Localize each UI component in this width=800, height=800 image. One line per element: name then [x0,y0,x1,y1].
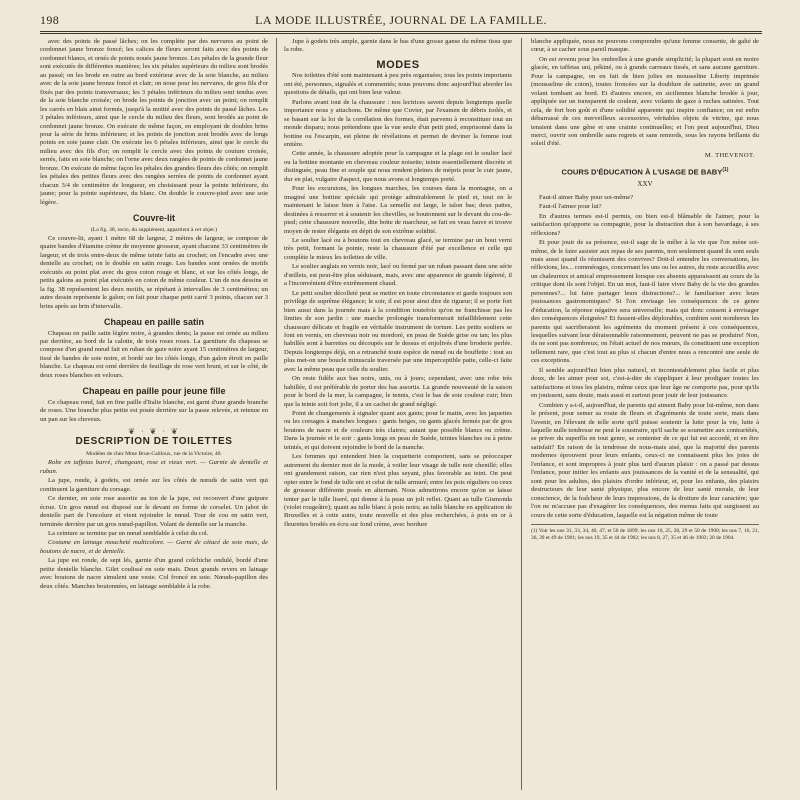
paragraph: Le soulier lacé ou à boutons tout en chevreau glacé, se termine par un bout verni très petit, formant la pointe, reste la chaussure d'été par excellence et celle qui complète le mieux les toilettes de ville. [284,236,512,261]
column-divider [276,38,277,790]
paragraph: Le petit soulier décolleté peut se mettre en toute circonstance et garde toujours son privilège de suprême élégance; le soir, il est pour ainsi dire de rigueur; il se porte fort bien aussi dans la journée mais à la condition toutefois qu'on ne franchisse pas les limites de son jardin : une marche prolongée transformerait infailliblement cette chaussure délicate et fragile en véritable instrument de torture. Les petits souliers se font en vernis, en chevreau noir ou mordoré, en peau de Suède grise ou tan; les plus habillés sont à barrettes ou découpés sur le dessus et enjolivés d'une broderie perlée. Depuis longtemps déjà, on a retranché toute espèce de nœud ou de bouffette : tout au plus met-on une boucle minuscule traversée par une imperceptible patte, celle-ci faite avec la même peau que celle du soulier. [284,289,512,373]
section-subnote: (La fig. 38, recto, du supplément, appartient à cet objet.) [90,226,218,233]
column-left [40,38,268,790]
chapter-number: XXV [637,180,653,189]
page-header [40,13,762,29]
paragraph: Il semble aujourd'hui bien plus naturel, et incontestablement plus facile et plus doux, de les aimer pour soi, c'est-à-dire de s'appliquer à leur prodiguer toutes les satisfactions et tous les plaisirs, même ceux que leur âge ne comporte pas, pour qu'ils en jouissent, sans doute, mais aussi et surtout pour jouir de leur jouissance. [531,366,759,400]
section-subnote: Modèles de chez Mme Brun-Cailloux, rue de la Victoire, 40. [86,450,222,457]
header-rule-double [40,33,762,34]
ornament-divider: ❦ · ❦ · ❦ [128,427,180,437]
section-heading-cours-education [531,166,759,177]
paragraph: Ce couvre-lit, ayant 1 mètre 68 de largeur, 2 mètres de largeur, se compose de quatre bandes d'étamine crème de moyenne grosseur, ayant chacune 33 centimètres de largeur, et de trois entre-deux de même teinte faits au crochet; on l'encadre avec une dentelle au crochet; on le double en satin rouge. Les bandes sont ornées de motifs exécutés au point plat avec du gros coton rouge et blanc, et sur les côtés longs, de petits galons au point plat exécutés en coton de même couleur. L'un de nos dessins et la fig. 38 représentent les deux motifs, se répétant à intervalles de 3 centimètres; un autre dessin représente le galon; on fait pour chaque petit carré 3 points, chacun sur 3 brins après un brin d'intervalle. [40,234,268,310]
paragraph: Le soulier anglais en vernis noir, lacé ou fermé par un ruban passant dans une série d'œillets, est peut-être plus séduisant, mais, avec une apparence de grande légèreté, il a l'inconvénient d'être extrêmement chaud. [284,263,512,288]
paragraph: Combien y a-t-il, aujourd'hui, de parents qui aiment Baby pour lui-même, non dans le présent, pour semer sa route de fleurs et d'agréments de toute sorte, mais dans l'avenir, en l'élevant de telle sorte qu'il puisse soutenir la lutte pour la vie, lutte à laquelle nulle tendresse ne peut le soustraire, qu'il sache se soumettre aux contrariétés, se priver du superflu en tout genre, se contenter de ce qui lui est accordé, et en être satisfait? En raison de la tendresse de nous-mais aisé, que la majorité des parents modernes éprouvent pour leurs enfants, ceux-ci ne connaissent plus les joies de l'enfance, et sont impropres à jouir plus tard d'aucun plaisir : on a passé par dessus l'enfance, pour initier les enfants aux jouissances de la vanité et de la sensualité, qui sont pour les adultes, des plaisirs d'ordre inférieur, et, pour les enfants, des plaisirs destructeurs de leur santé physique, plus encore de leur santé morale, de leur conscience, de la fraîcheur de leurs impressions, de la droiture de leur caractère; que l'on ne m'accuse pas d'exagérer les conséquences, des menus faits qui surgissent au cours de cette sorte d'éducation, laquelle est la négation même de toute [531,401,759,519]
author-signature: M. THEVENOT. [704,151,755,159]
paragraph: On est revenu pour les ombrelles à une grande simplicité; la plupart sont en moire glacée, en taffetas uni, pékiné, ou à grands carreaux tissés, et sans aucune garniture. Pour la campagne, on en fait de bien jolies en mousseline Liberty imprimée (mousseline de coton), toutes froncées sur la doublure de satinette, avec un grand volant tombant au bord. Et d'autres encore, en siciliennes blanche brodée à jour, appliquée sur un transparent de couleur, avec volants de gaze à ruches satinées. Tout cela, de fort bon goût et d'une solidité apparente qui inspire confiance; on est enfin débarrassé de ces merveilleux accessoires, véritables objets de vitrine, qui nous tenaient dans une gêne et une crainte continuelles; et l'on peut aujourd'hui, Dieu merci, ouvrir son ombrelle sans regrets et sans remords, sous les rayons brillants du soleil d'été. [531,55,759,148]
journal-title: LA MODE ILLUSTRÉE, JOURNAL DE LA FAMILLE. [255,13,547,27]
paragraph: blanche appliquée, nous ne pouvons comprendre qu'une femme consente, de gaîté de cœur, à se cacher sous pareil masque. [531,38,759,54]
section-heading-couvre-lit: Couvre-lit [132,213,175,224]
paragraph: La jupe, ronde, à godets, est ornée sur les côtés de nœuds de satin vert qui continuent la garniture du corsage. [40,477,268,493]
paragraph: Et pour jouir de sa présence, est-il sage de le mêler à la vie que l'on mène soi-même, de le faire assister aux repas de ses parents, non seulement quand ils sont seuls mais aussi quand ils réunissent des convives? Doit-il entendre les conversations, les réflexions, les... commérages, concernant les uns ou les autres, du reste accueillis avec un chaleureux et amical empressement lorsque ces absents apparaissent au cours de la critique dont ils sont l'objet. En un mot, faut-il faire vivre Baby de la vie des grandes personnes?... lui faire partager leurs distractions?... le familiariser avec leurs jouissances gastronomiques? Si l'on envisage les conséquences de ce genre d'éducation, la réponse négative sera universelle; mais qui donc consent à envisager des conséquences éloignées? Et fussent-elles déplorables, combien sont nombreux les parents qui sacrifieraient les agréments du moment présent à ces conséquences, lesquelles suivant leur déraisonnable raisonnement, peuvent ne pas se produire! Non, ils ne sont pas nombreux; on l'était actuel de nos mœurs, ils constituent une exception tellement rare, que c'est tout au plus si chacun d'entre nous a rencontré une seule de ces exceptions. [531,239,759,365]
section-heading-chapeau-satin: Chapeau en paille satin [103,317,205,328]
section-heading-modes: MODES [376,58,420,71]
paragraph: Cette année, la chaussure adoptée pour la campagne et la plage est le soulier lacé ou la bottine montante en chevreau couleur noisette; teinte essentiellement discrète et distinguée, peau fine et souple qui nous rendent pleines de mépris pour le cuir jaune, dur en plat, vulgaire d'aspect, que nous avons si longtemps porté. [284,150,512,183]
paragraph: En d'autres termes est-il permis, ou bien est-il blâmable de l'aimer, pour la satisfaction qu'apporte sa compagnie, pour la distraction due à son bavardage, à ses réflexions? [531,212,759,237]
paragraph: Pour les excursions, les longues marches, les courses dans la montagne, on a imaginé une bottine spéciale qui protège admirablement le pied et, tout en le maintenant le laisse bien à l'aise. La semelle est large, le talon bas; deux pattes, destinées à resserrer et à soutenir les chevilles, se boutonnent sur le devant du cou-de-pied; cette chaussure nouvelle, dite botte de marcheur, se fait en veau fauve et trouve moyen de rester élégante en dépit de son extrême solidité. [284,185,512,235]
section-heading-toilettes: DESCRIPTION DE TOILETTES [75,436,233,448]
paragraph: La ceinture se termine par un nœud semblable à celui du col. [48,530,209,538]
page-number: 198 [40,13,60,27]
paragraph: Ce dernier, en soie rose assortie au ton de la jupe, est recouvert d'une guipure écrue. Un gros nœud est disposé sur le devant en forme de corselet. Un jabot de dentelle part de l'encolure et vient rejoindre le nœud. Tour de cou en satin vert, terminée derrière par un gros nœud-papillon. Volant de dentelle sur la manche. [40,495,268,528]
paragraph: Point de changements à signaler quant aux gants; pour le matin, avec les jaquettes ou les corsages à manches longues : gants beiges, ou gants glacés fermés par de gros boutons de nacre et de couleurs très claires; autant que possible blancs ou crème. Dans la journée et le soir : gants longs en peau de Suède, teintes blanches ou à peine teintés, et qui doivent rejoindre le bord de la manche. [284,410,512,451]
section-heading-chapeau-jeune-fille: Chapeau en paille pour jeune fille [82,386,226,397]
paragraph: Costume en lainage moucheté multicolore. — Garni de cétacé de soie mais, de boutons de nacre, et de dentelle. [40,539,268,555]
paragraph: Robe en taffetas barré, changeant, rose et vieux vert. — Garnie de dentelle et ruban. [40,459,268,475]
paragraph: Parlons avant tout de la chaussure : nos lectrices savent depuis longtemps quelle importance nous y attachons. De même que Cuvier, par l'examen de débris isolés, et se basant sur la loi de la corrélation des formes, était parvenu à reconstituer tout un monde disparu; nous prétendons que la vue seule d'un petit pied, emprisonné dans la bottine ou l'escarpin, est pleine de révélations et permet de deviner la femme tout entière. [284,98,512,148]
paragraph: Chapeau en paille satin légère noire, à grandes dents; la passe est ornée au milieu par derrière, au bord de la calotte, de trois roses roses. La garniture du chapeau se compose d'un grand nœud fait en ruban de gaze noire ayant 15 centimètres de largeur, tissé de bandes de soie noire, et bordé sur les côtés longs, d'un galon étroit en paille blanche. Le chapeau est orné derrière de feuillage de rose vert bruni, et sur le côté, de deux roses blanches en velours. [40,329,268,379]
paragraph: Nos toilettes d'été sont maintenant à peu près organisées; tous les points importants ont été, personnes, signalés et commentés; nous pouvons donc aujourd'hui aborder les questions de détails, qui ont bien leur valeur. [284,72,512,97]
paragraph: Les femmes qui entendent bien la coquetterie comportent, sans se préoccuper autrement du dernier mot de la mode, à voiler leur visage de tulle noir chenillé; elles ont grandement raison, car rien n'est plus seyant, plus favorable au teint. On peut opter entre le fond de tulle uni et celui de tulle armuré; entre les pois réguliers ou ceux de grosseur différente posés en alternant. Nous admettrons encore qu'on se laisse tenter par le tulle liseré, qui donne à la peau un joli reflet. Quant au tulle Gismonda (violet rougeâtre); quant au tulle blanc à pois noirs; au tulle blanche en application de Bruxelles et à cette autre, toute nouvelle et des plus recherchées, à pois en or à fleurettes brodés en écru sur fond crème, avec bordure [284,453,512,528]
paragraph: avec des points de passé lâches; on les complète par des nervures au point de cordonnet jaune bronze foncé; les calices de fleurs seront faits avec des points de cordonnet blancs, et ornés de points noués jaune bronze. Les pétales de la grande fleur sont exécutés de différentes manières; les six pétales supérieurs du milieu sont brodés au passé; on les brode en outre au bord extérieur avec de la soie blanche, au milieu avec de la soie jaune bronze foncé et clair; on noue pour les nervures, de gros fils d'or fixés par des points transversaux; les 3 pétales inférieurs du milieu sont tendus avec de la soie blanche croisée; on brode les points de jonction avec un point; on remplit les carrés en blais ainsi formés, jusqu'à la moitié avec des points de passé lâches. Les 3 pétales inférieurs, ainsi que le cercle du milieu des fleurs, sont brodés au point de cordonnet jaune bronze. On exécute de même façon, en employant de doubles brins pour la série de brins inférieure; et les points de jonction sont brodés avec de longs points en soie jaune clair. On exécute les 6 pétales inférieurs, ainsi que le cercle du milieu avec des fils d'or; on remplit le cercle avec des points de couture croisée, serrés, faits en soie blanche; on l'orne avec deux rangées de points de cordonnet jaune bronze. On exécute de même façon les pétales des grandes fleurs des côtés; on remplit les pétales des petites fleurs avec des rangées serrées de points de cordonnet ayant chacun 3/4 de centimètre de longueur, en choisissant pour la pointe inférieure, du jaune; pour la pointe supérieure, du blanc. On double le couvre-pied avec une soie légère. [40,38,268,206]
column-middle [284,38,512,790]
column-divider [521,38,522,790]
paragraph: La jupe est ronde, de sept lés, garnie d'un grand colchiche ondulé, bordé d'une petite dentelle blanche. Gilet coulissé en soie mais. Deux grands revers en lainage avec boutons de nacre simulent une veste. Col froncé en soie. Nœuds-papillon des deux côtés. Manches boutonnées, en lainage semblable à la robe. [40,557,268,590]
paragraph: Faut-il l'aimer pour lui? [539,203,602,211]
footnote-marker: (1) [722,167,729,174]
column-right [531,38,759,790]
footnote: (1) Voir les nos 31, 33, 34, 40, 47, et 50 de 1899; les nos 10, 25, 28, 29 et 50 de 1900; les nos 7, 16, 21, 36, 39 et 49 de 1901; les nos 19, 35 et 44 de 1902; les nos 8, 27, 35 et 46 de 1903; 20 de 1904. [531,524,759,542]
cours-title: COURS D'ÉDUCATION À L'USAGE DE BABY [561,167,723,177]
paragraph: On reste fidèle aux bas noirs, unis, ou à jours; cependant, avec une robe très habillée, il est préférable de porter des bas assortis. La grande nouveauté de la saison pour le bord de la mer, la campagne, le tennis, c'est le bas de soie couleur cuir; bien que la teinte soit fort jolie, il a un cachet de grand négligé. [284,375,512,408]
paragraph: Faut-il aimer Baby pour soi-même? [539,193,634,201]
header-rule [40,31,762,32]
paragraph: Ce chapeau rond, fait en fine paille d'Italie blanche, est garni d'une grande branche de roses. Une branche plus petite est posée derrière sur la passe relevée, et retenue en un pan sur les cheveux. [40,398,268,423]
paragraph: Jupe à godets très ample, garnie dans le bas d'une grosse ganse du même tissu que la robe. [284,38,512,54]
